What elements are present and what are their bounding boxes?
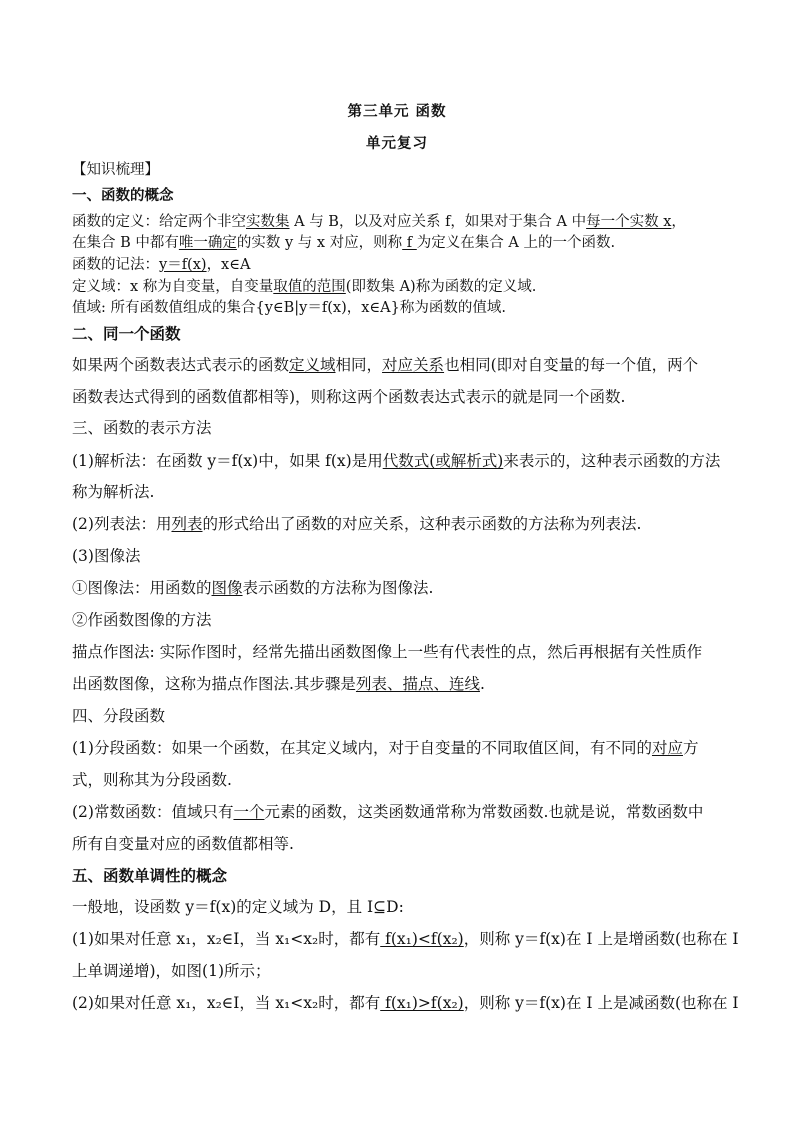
function-definition-line-1: 函数的定义：给定两个非空实数集 A 与 B，以及对应关系 f，如果对于集合 A 中每一个实数 x， — [72, 214, 686, 230]
section-2-heading: 二、同一个函数 — [72, 324, 181, 343]
constant-function-line-1: (2)常数函数：值域只有一个元素的函数，这类函数通常称为常数函数.也就是说，常数函数中 — [72, 803, 704, 821]
section-5-heading: 五、函数单调性的概念 — [72, 866, 228, 885]
decreasing-function-line-1: (2)如果对任意 x₁，x₂∈I，当 x₁<x₂时，都有 f(x₁)>f(x₂)，则称 y＝f(x)在 I 上是减函数(也称在 I — [72, 994, 739, 1012]
knowledge-heading: 【知识梳理】 — [72, 162, 159, 178]
graph-method-line: ①图像法：用函数的图像表示函数的方法称为图像法. — [72, 579, 434, 597]
section-4-heading: 四、分段函数 — [72, 707, 166, 725]
piecewise-line-1: (1)分段函数：如果一个函数，在其定义域内，对于自变量的不同取值区间，有不同的对应方 — [72, 739, 699, 757]
function-notation-line: 函数的记法：y＝f(x)，x∈A — [72, 257, 251, 273]
unit-title: 第三单元 函数 — [347, 103, 447, 120]
point-plotting-line-2: 出函数图像，这称为描点作图法.其步骤是列表、描点、连线. — [72, 675, 485, 693]
increasing-function-line-1: (1)如果对任意 x₁，x₂∈I，当 x₁<x₂时，都有 f(x₁)<f(x₂)，则称 y＝f(x)在 I 上是增函数(也称在 I — [72, 930, 739, 948]
analytic-method-line-2: 称为解析法. — [72, 483, 155, 501]
domain-definition-line: 定义域：x 称为自变量，自变量取值的范围(即数集 A)称为函数的定义域. — [72, 279, 537, 295]
same-function-line-2: 函数表达式得到的函数值都相等)，则称这两个函数表达式表示的就是同一个函数. — [72, 388, 626, 406]
section-3-heading: 三、函数的表示方法 — [72, 419, 212, 437]
analytic-method-line-1: (1)解析法：在函数 y＝f(x)中，如果 f(x)是用代数式(或解析式)来表示的，这种表示函数的方法 — [72, 452, 721, 470]
monotonicity-intro-line: 一般地，设函数 y＝f(x)的定义域为 D，且 I⊆D: — [72, 898, 404, 916]
section-1-heading: 一、函数的概念 — [72, 187, 174, 204]
point-plotting-line-1: 描点作图法: 实际作图时，经常先描出函数图像上一些有代表性的点，然后再根据有关性质作 — [72, 643, 703, 661]
graph-method-heading: (3)图像法 — [72, 547, 141, 565]
same-function-line-1: 如果两个函数表达式表示的函数定义域相同，对应关系也相同(即对自变量的每一个值，两个 — [72, 356, 699, 374]
function-definition-line-2: 在集合 B 中都有唯一确定的实数 y 与 x 对应，则称 f 为定义在集合 A 上的一个函数. — [72, 235, 616, 251]
constant-function-line-2: 所有自变量对应的函数值都相等. — [72, 835, 294, 853]
range-definition-line: 值域: 所有函数值组成的集合{y∈B|y＝f(x)，x∈A}称为函数的值域. — [72, 300, 506, 316]
increasing-function-line-2: 上单调递增)，如图(1)所示； — [72, 962, 271, 980]
graph-drawing-heading: ②作函数图像的方法 — [72, 611, 212, 629]
piecewise-line-2: 式，则称其为分段函数. — [72, 771, 232, 789]
unit-subtitle: 单元复习 — [366, 135, 428, 152]
table-method-line: (2)列表法：用列表的形式给出了函数的对应关系，这种表示函数的方法称为列表法. — [72, 515, 642, 533]
